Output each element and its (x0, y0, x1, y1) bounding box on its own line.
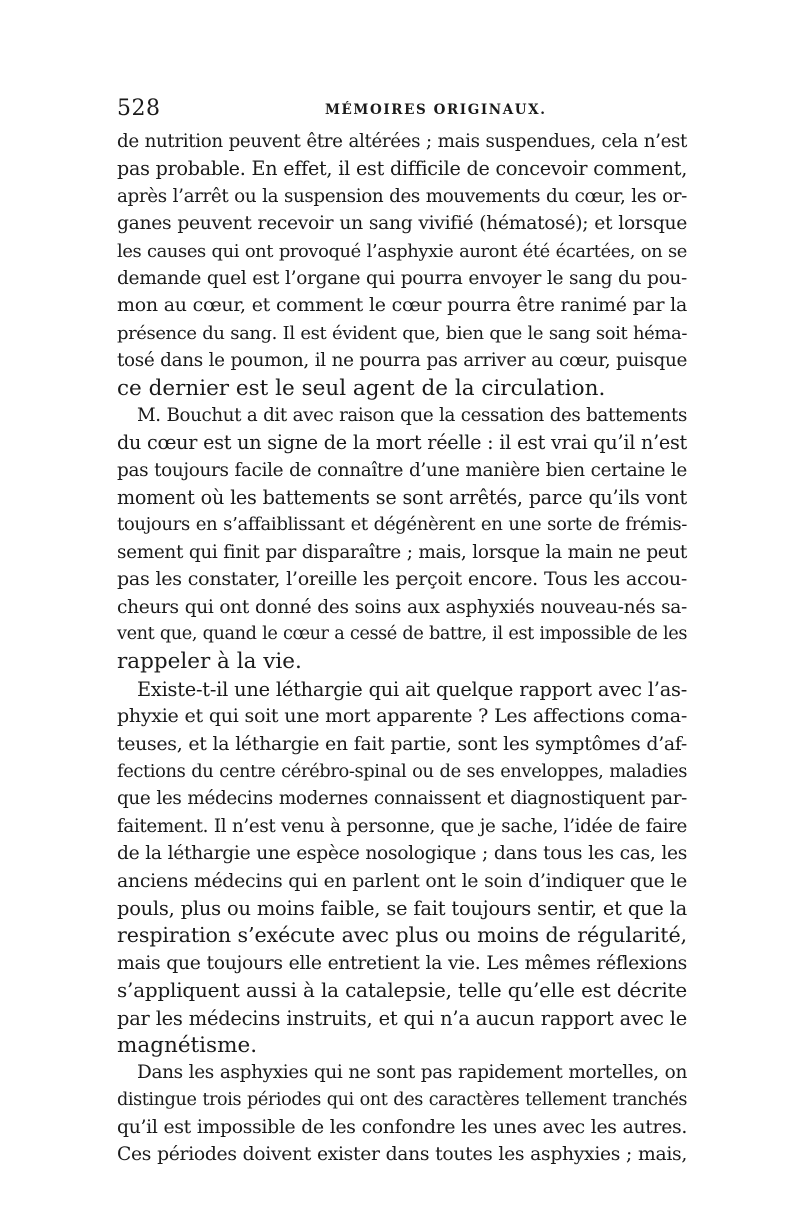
paragraph-start-line: Existe-t-il une léthargie qui ait quelque rapport avec l’as- (137, 677, 687, 701)
text-line: s’appliquent aussi à la catalepsie, telle qu’elle est décrite (117, 979, 687, 1003)
text-line: Ces périodes doivent exister dans toutes les asphyxies ; mais, (117, 1144, 687, 1166)
text-line: respiration s’exécute avec plus ou moins de régularité, (117, 923, 687, 948)
page-number: 528 (117, 96, 161, 121)
text-line: toujours en s’affaiblissant et dégénèrent en une sorte de frémis- (117, 514, 687, 536)
text-line: distingue trois périodes qui ont des caractères tellement tranchés (117, 1089, 687, 1110)
text-line: les causes qui ont provoqué l’asphyxie auront été écartées, on se (117, 240, 687, 262)
text-line: rappeler à la vie. (117, 649, 302, 675)
paragraph-start-line: Dans les asphyxies qui ne sont pas rapidement mortelles, on (137, 1062, 687, 1084)
text-line: qu’il est impossible de les confondre les unes avec les autres. (117, 1117, 687, 1139)
text-line: pas toujours facile de connaître d’une manière bien certaine le (117, 459, 687, 481)
text-line: ce dernier est le seul agent de la circulation. (117, 375, 606, 401)
text-line: de nutrition peuvent être altérées ; mais suspendues, cela n’est (117, 131, 687, 152)
text-line: anciens médecins qui en parlent ont le soin d’indiquer que le (117, 869, 687, 892)
text-line: pas les constater, l’oreille les perçoit encore. Tous les accou- (117, 568, 687, 591)
text-line: pouls, plus ou moins faible, se fait toujours sentir, et que la (117, 896, 687, 920)
page-header (117, 96, 687, 124)
text-line: phyxie et qui soit une mort apparente ? Les affections coma- (117, 705, 687, 728)
text-line: teuses, et la léthargie en fait partie, sont les symptômes d’af- (117, 732, 687, 755)
text-line: demande quel est l’organe qui pourra envoyer le sang du pou- (117, 267, 687, 289)
text-line: du cœur est un signe de la mort réelle : il est vrai qu’il n’est (117, 431, 687, 455)
text-line: cheurs qui ont donné des soins aux asphyxiés nouveau-nés sa- (117, 596, 687, 618)
running-head: MÉMOIRES ORIGINAUX. (325, 102, 547, 118)
text-line: tosé dans le poumon, il ne pourra pas arriver au cœur, puisque (117, 350, 687, 372)
text-line: ganes peuvent recevoir un sang vivifié (hématosé); et lorsque (117, 213, 687, 235)
text-line: magnétisme. (117, 1032, 258, 1058)
paragraph-start-line: M. Bouchut a dit avec raison que la cessation des battements (137, 404, 687, 426)
text-line: mon au cœur, et comment le cœur pourra être ranimé par la (117, 294, 687, 317)
text-line: présence du sang. Il est évident que, bien que le sang soit héma- (117, 322, 687, 344)
text-line: vent que, quand le cœur a cessé de battre, il est impossible de les (117, 624, 687, 645)
text-line: après l’arrêt ou la suspension des mouvements du cœur, les or- (117, 185, 687, 207)
text-line: pas probable. En effet, il est difficile de concevoir comment, (117, 157, 687, 181)
text-line: faitement. Il n’est venu à personne, que je sache, l’idée de faire (117, 815, 687, 837)
text-line: fections du centre cérébro-spinal ou de ses enveloppes, maladies (117, 760, 687, 782)
text-line: que les médecins modernes connaissent et diagnostiquent par- (117, 788, 687, 810)
text-line: sement qui finit par disparaître ; mais, lorsque la main ne peut (117, 541, 687, 563)
text-line: par les médecins instruits, et qui n’a aucun rapport avec le (117, 1006, 687, 1030)
text-line: mais que toujours elle entretient la vie. Les mêmes réflexions (117, 952, 687, 974)
text-line: de la léthargie une espèce nosologique ; dans tous les cas, les (117, 843, 687, 865)
text-line: moment où les battements se sont arrêtés, parce qu’ils vont (117, 486, 687, 510)
body-text (117, 128, 687, 1169)
